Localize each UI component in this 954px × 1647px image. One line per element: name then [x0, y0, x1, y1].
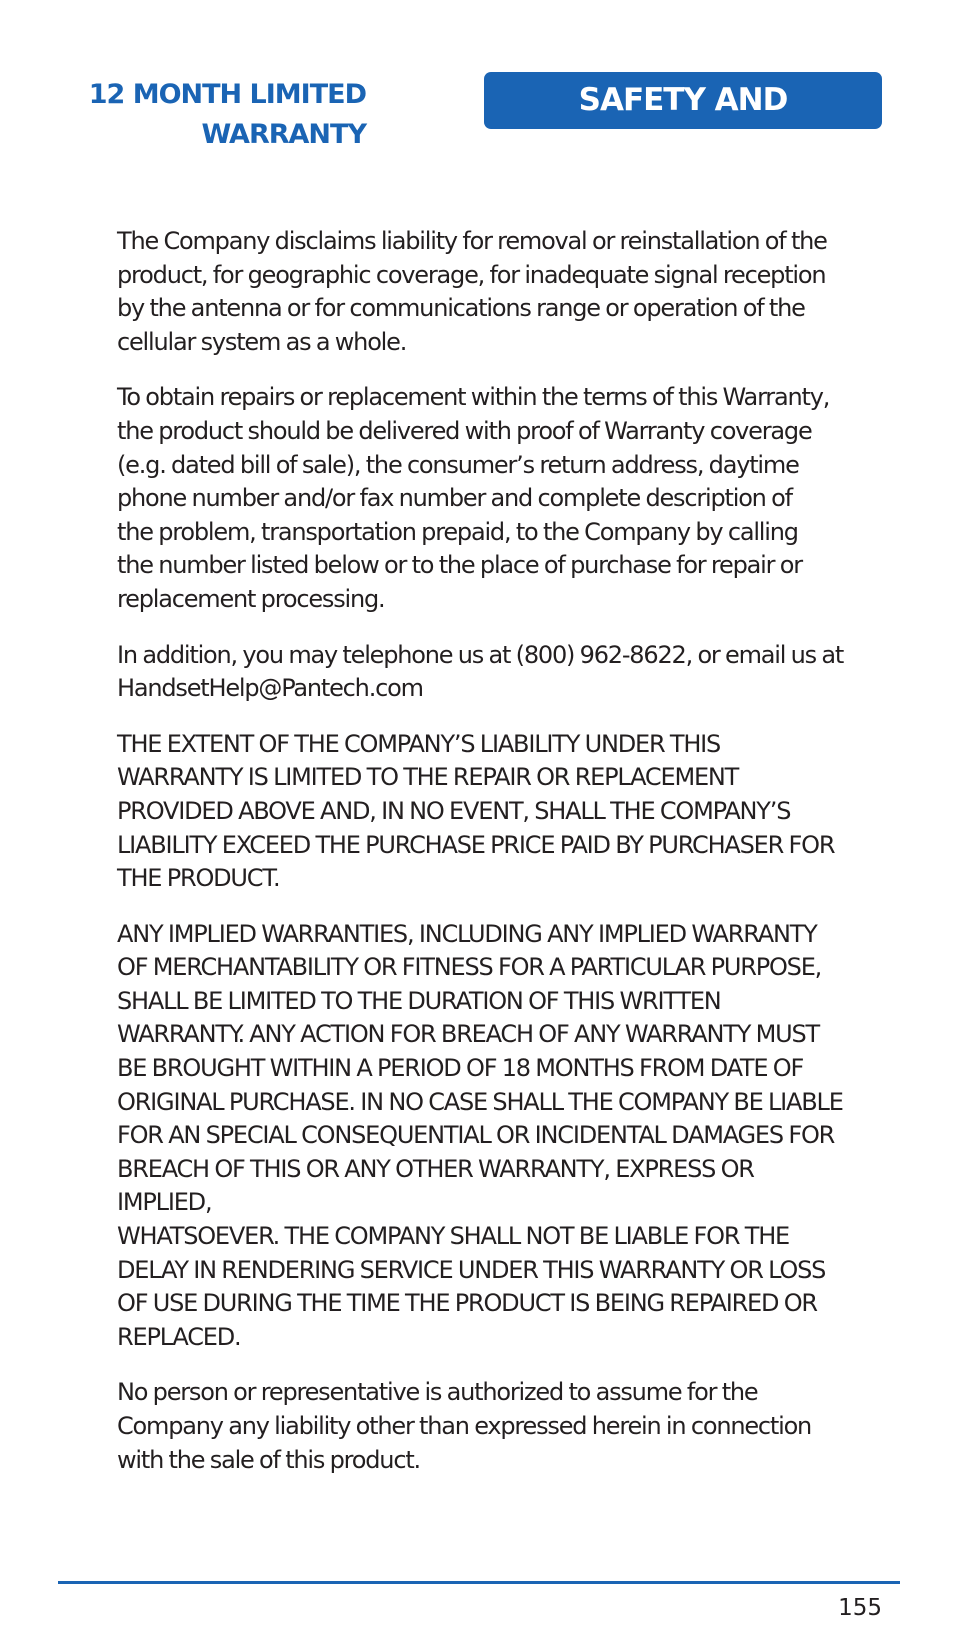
paragraph-contact: In addition, you may telephone us at (800) 962-8622, or email us at HandsetHelp@Pantech.com [117, 640, 844, 703]
paragraph-disclaimer: The Company disclaims liability for removal or reinstallation of the product, for geographic coverage, for inadequate signal reception by the antenna or for communications range or operation of the cellular system as a whole. [117, 227, 827, 356]
chapter-tab: SAFETY AND WARRANTY [484, 72, 882, 129]
paragraph-repairs: To obtain repairs or replacement within the terms of this Warranty, the product should be delivered with proof of Warranty coverage (e.g. dated bill of sale), the consumer’s return address, daytime phone number and/or fax number and complete description of the problem, transportation prepaid, to the Company by calling the number listed below or to the place of purchase for repair or replacement processing. [117, 383, 830, 613]
section-title: 12 MONTH LIMITED WARRANTY [88, 79, 366, 150]
paragraph-implied-warranties: ANY IMPLIED WARRANTIES, INCLUDING ANY IMPLIED WARRANTY OF MERCHANTABILITY OR FITNESS FOR A PARTICULAR PURPOSE, SHALL BE LIMITED TO THE DURATION OF THIS WRITTEN WARRANTY. ANY ACTION FOR BREACH OF ANY WARRANTY MUST BE BROUGHT WITHIN A PERIOD OF 18 MONTHS FROM DATE OF ORIGINAL PURCHASE. IN NO CASE SHALL THE COMPANY BE LIABLE FOR AN SPECIAL CONSEQUENTIAL OR INCIDENTAL DAMAGES FOR BREACH OF THIS OR ANY OTHER WARRANTY, EXPRESS OR IMPLIED, WHATSOEVER. THE COMPANY SHALL NOT BE LIABLE FOR THE DELAY IN RENDERING SERVICE UNDER THIS WARRANTY OR LOSS OF USE DURING THE TIME THE PRODUCT IS BEING REPAIRED OR REPLACED. [117, 919, 843, 1351]
paragraph-liability-extent: THE EXTENT OF THE COMPANY’S LIABILITY UNDER THIS WARRANTY IS LIMITED TO THE REPAIR OR REPLACEMENT PROVIDED ABOVE AND, IN NO EVENT, SHALL THE COMPANY’S LIABILITY EXCEED THE PURCHASE PRICE PAID BY PURCHASER FOR THE PRODUCT. [117, 729, 835, 893]
body-text [117, 225, 845, 1499]
paragraph-no-representative: No person or representative is authorized to assume for the Company any liability other than expressed herein in connection with the sale of this product. [117, 1378, 812, 1474]
footer-rule [58, 1581, 900, 1584]
page-number: 155 [838, 1595, 882, 1621]
